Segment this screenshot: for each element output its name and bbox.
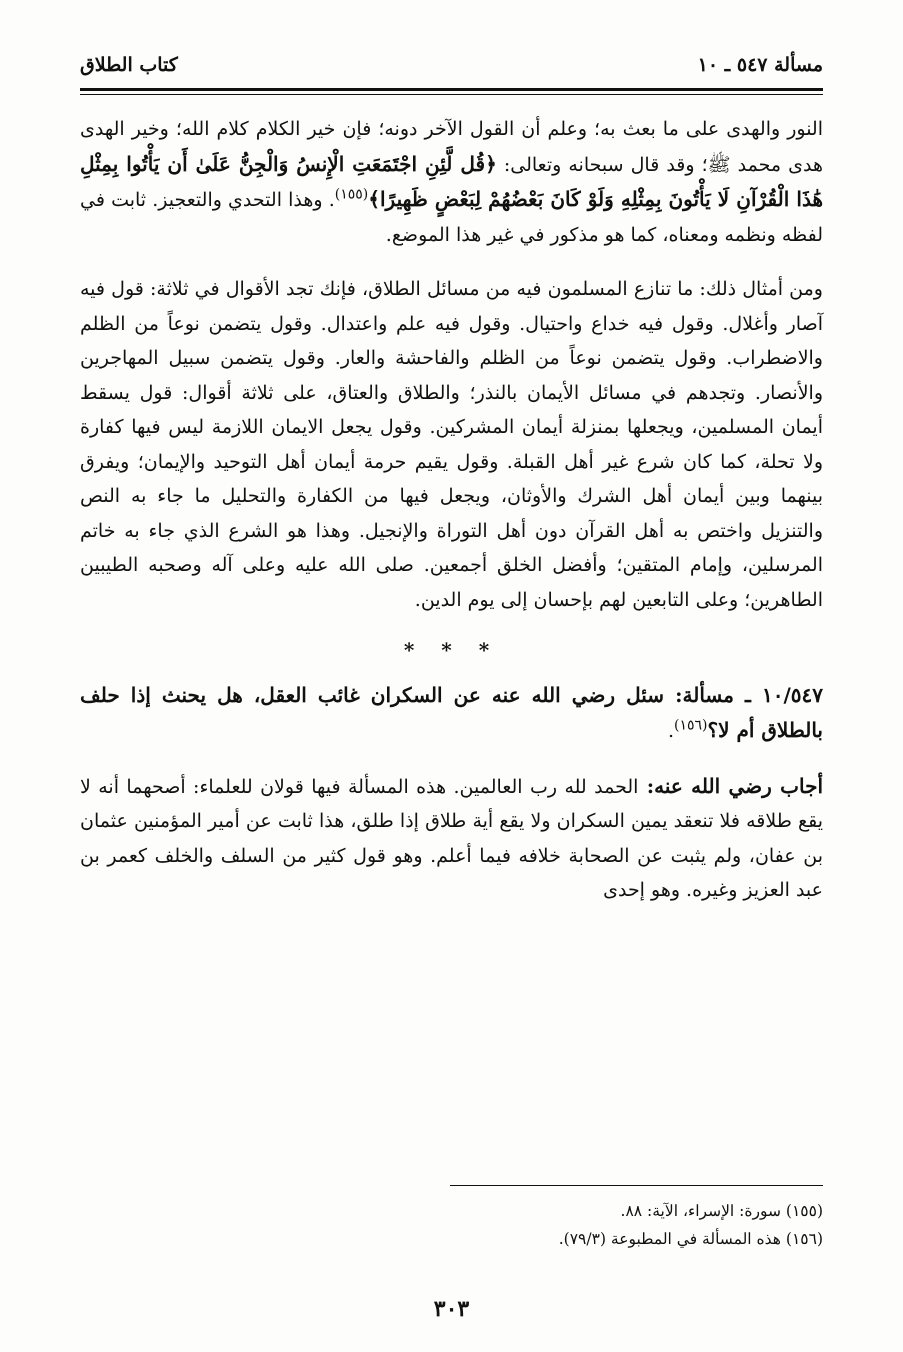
quran-verse: ﴿قُل لَّئِنِ اجْتَمَعَتِ الْإِنسُ وَالْجِنُّ عَلَىٰ أَن يَأْتُوا بِمِثْلِ هَٰذَا الْقُرْآنِ لَا يَأْتُونَ بِمِثْلِهِ وَلَوْ كَانَ بَعْضُهُمْ لِبَعْضٍ ظَهِيرًا﴾	[80, 151, 823, 211]
footnote-ref-155: (١٥٥)	[334, 186, 369, 203]
header-rule-thick	[80, 88, 823, 91]
footnote-156: (١٥٦) هذه المسألة في المطبوعة (٧٩/٣).	[558, 1230, 823, 1248]
header-section-label: مسألة ٥٤٧ ـ ١٠	[697, 54, 823, 76]
header-rule-thin	[80, 94, 823, 95]
answer-paragraph	[80, 769, 823, 908]
footnotes	[80, 1197, 823, 1253]
paragraph-1-text-b: . وهذا التحدي والتعجيز. ثابت في لفظه ونظمه ومعناه، كما هو مذكور في غير هذا الموضع.	[80, 189, 823, 246]
paragraph-1-text-a: النور والهدى على ما بعث به؛ وعلم أن القول الآخر دونه؛ فإن خير الكلام كلام الله؛ وخير الهدى هدى محمد ﷺ؛ وقد قال سبحانه وتعالى:	[80, 118, 823, 176]
running-header	[80, 50, 823, 80]
footnote-155: (١٥٥) سورة: الإسراء، الآية: ٨٨.	[620, 1202, 823, 1220]
question-heading	[80, 678, 823, 749]
paragraph-2: ومن أمثال ذلك: ما تنازع المسلمون فيه من مسائل الطلاق، فإنك تجد الأقوال في ثلاثة: قول فيه آصار وأغلال. وقول فيه خداع واحتيال. وقول فيه علم واعتدال. وقول يتضمن نوعاً من الظلم والاضطراب. وقول يتضمن نوعاً من الظلم والفاحشة والعار. وقول يتضمن سبيل المهاجرين والأنصار. وتجدهم في مسائل الأيمان بالنذر؛ والطلاق والعتاق، على ثلاثة أقوال: قول يسقط أيمان المسلمين، ويجعلها بمنزلة أيمان المشركين. وقول يجعل الايمان اللازمة ليس فيها كفارة ولا تحلة، كما كان شرع غير أهل القبلة. وقول يقيم حرمة أيمان أهل التوحيد والإيمان؛ ويفرق بينهما وبين أيمان أهل الشرك والأوثان، ويجعل فيها من الكفارة والتحليل ما جاء به النص والتنزيل واختص به أهل القرآن دون أهل التوراة والإنجيل. وهذا هو الشرع الذي جاء به خاتم المرسلين، وإمام المتقين؛ وأفضل الخلق أجمعين. صلى الله عليه وعلى آله وصحبه الطيبين الطاهرين؛ وعلى التابعين لهم بإحسان إلى يوم الدين.	[80, 278, 823, 611]
paragraph-1	[80, 112, 823, 252]
page-number: ٣٠٣	[433, 1296, 470, 1322]
question-text: ١٠/٥٤٧ ـ مسألة: سئل رضي الله عنه عن السكران غائب العقل، هل يحنث إذا حلف بالطلاق أم لا؟	[80, 682, 823, 742]
answer-lead: أجاب رضي الله عنه:	[638, 773, 823, 798]
answer-text: الحمد لله رب العالمين. هذه المسألة فيها قولان للعلماء: أصحهما أنه لا يقع طلاقه فلا تنعقد يمين السكران ولا يقع أية طلاق إذا طلق، هذا ثابت عن أمير المؤمنين عثمان بن عفان، ولم يثبت عن الصحابة خلافه فيما أعلم. وهو قول كثير من السلف والخلف كعمر بن عبد العزيز وغيره. وهو إحدى	[80, 775, 823, 901]
footnote-ref-156: (١٥٦)	[674, 717, 708, 734]
section-separator: * * *	[403, 638, 500, 662]
main-text	[80, 112, 823, 908]
header-book-title: كتاب الطلاق	[80, 54, 178, 76]
question-end: .	[667, 720, 674, 742]
footnote-separator	[450, 1185, 823, 1186]
